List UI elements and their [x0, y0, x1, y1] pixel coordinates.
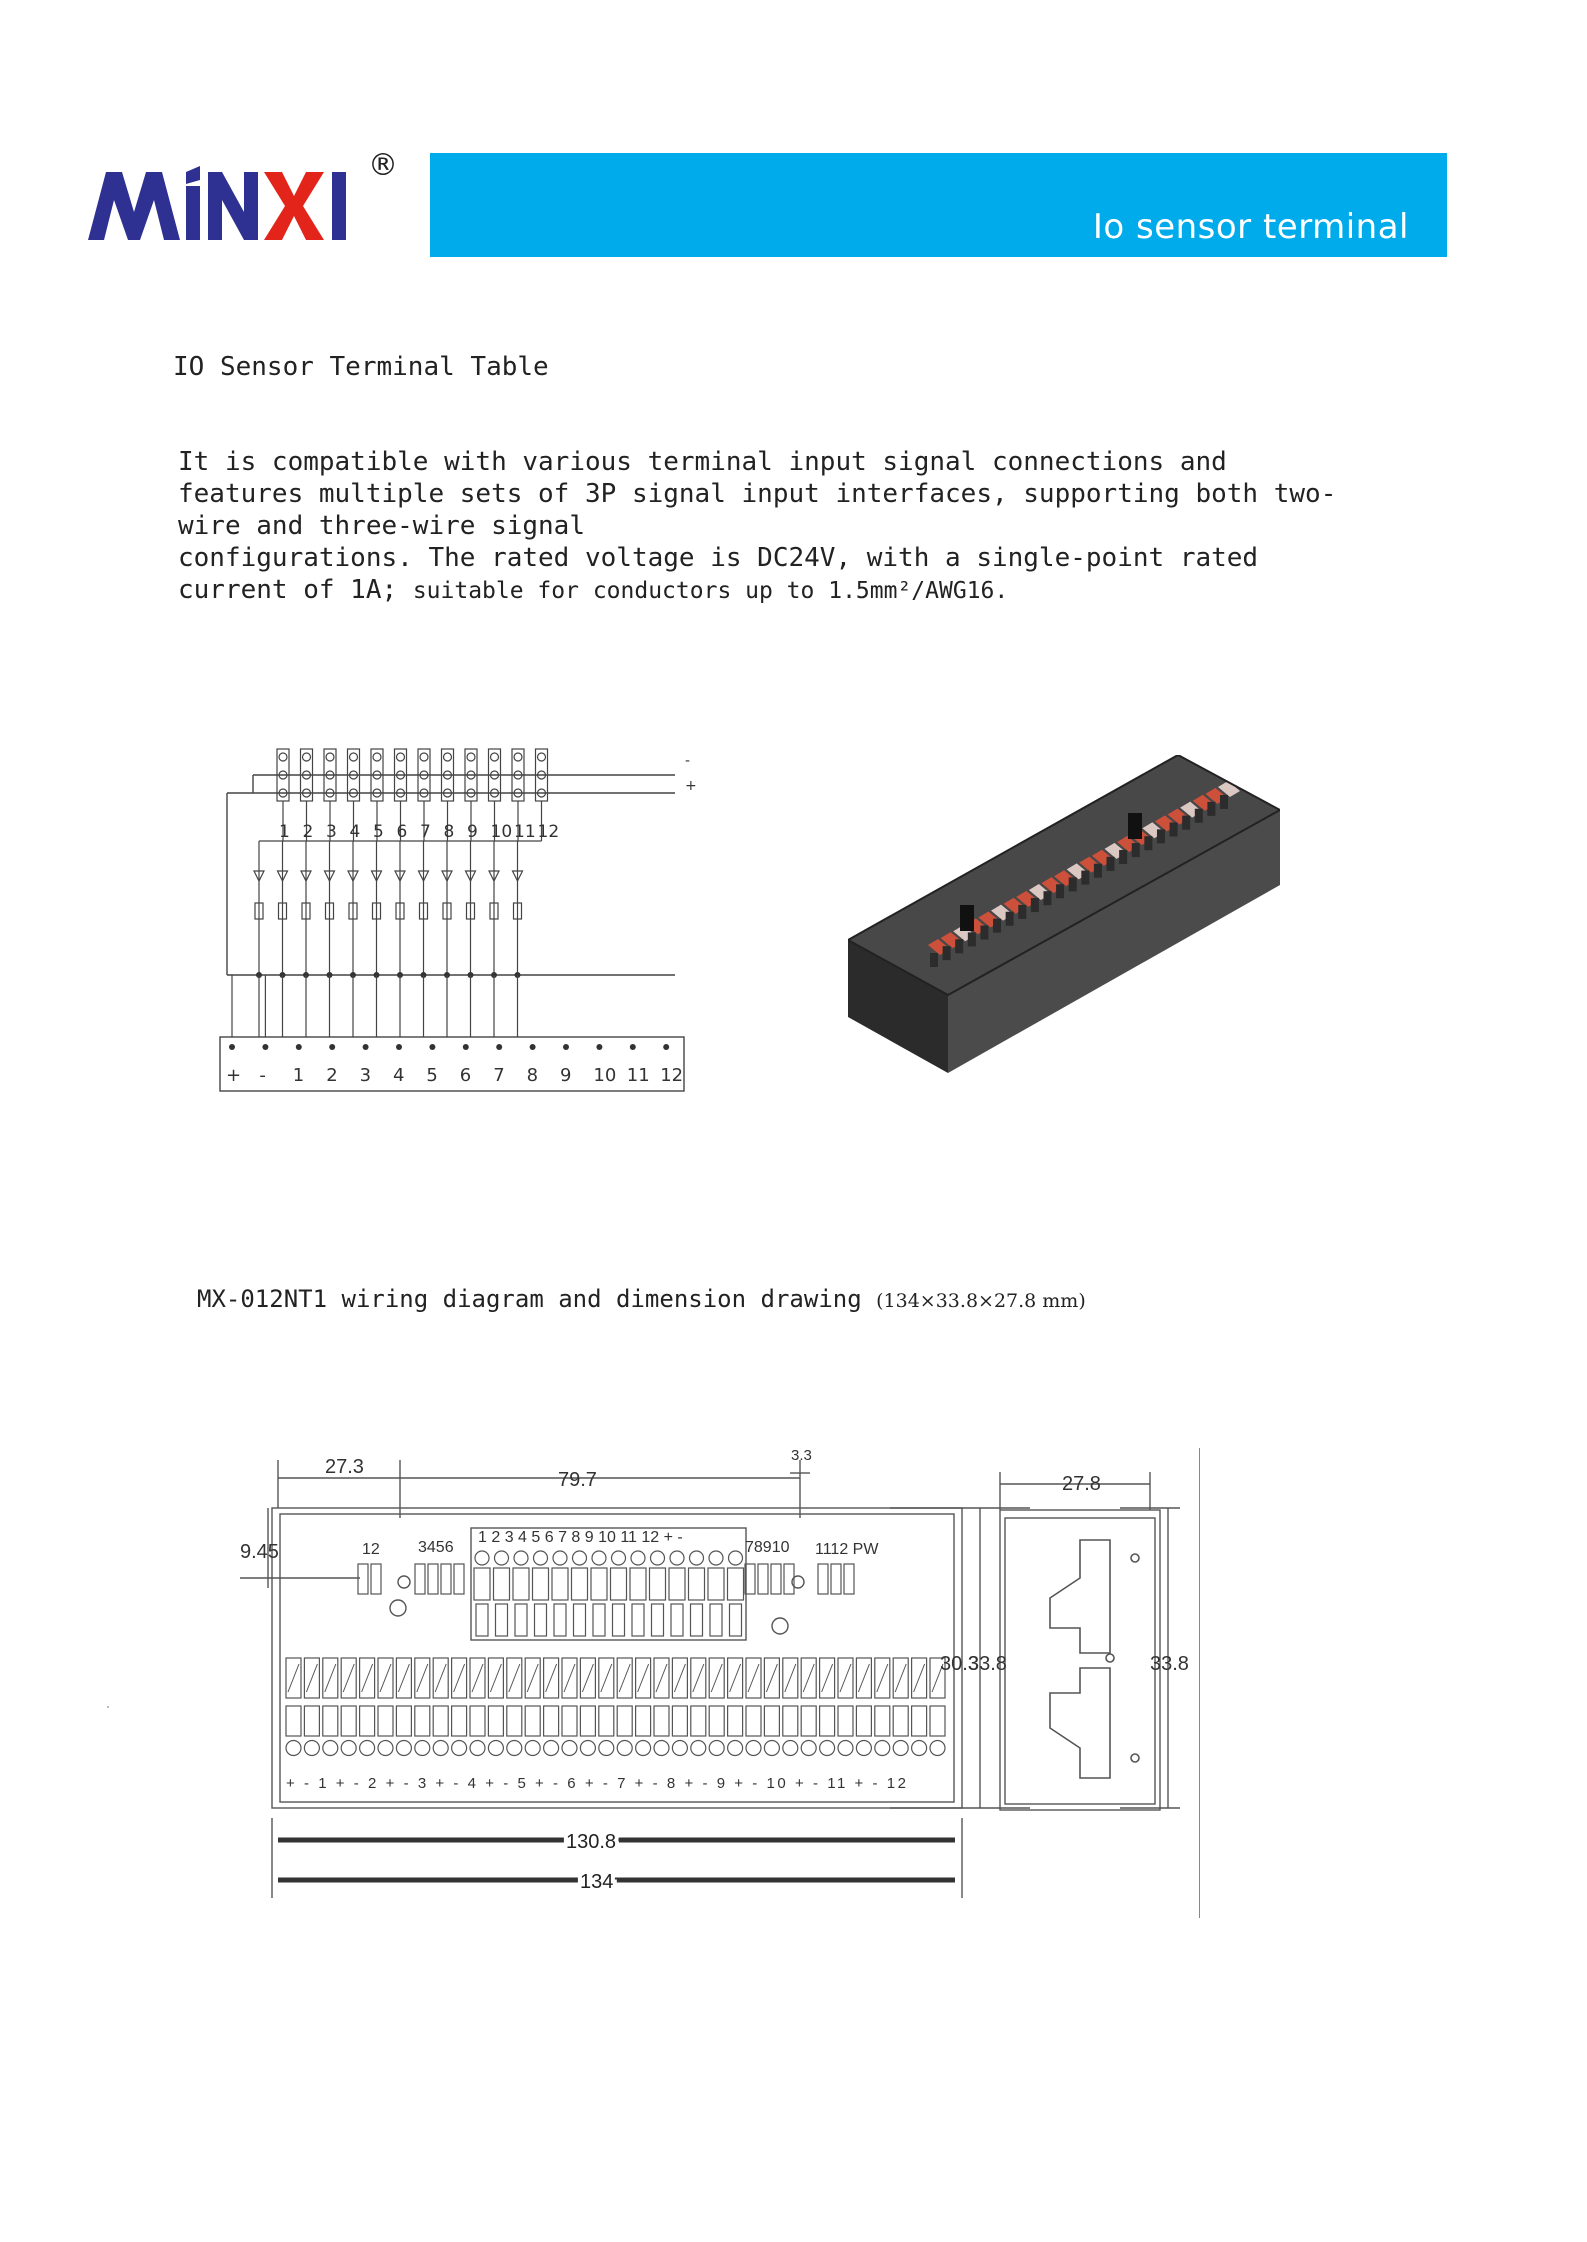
- description-line: It is compatible with various terminal input signal connections and: [178, 447, 1227, 477]
- group-label-78910: 78910: [745, 1539, 790, 1556]
- group-label-top: 1 2 3 4 5 6 7 8 9 10 11 12 + -: [478, 1529, 683, 1546]
- dim-3-3: 3.3: [791, 1448, 812, 1464]
- dim-79-7: 79.7: [558, 1469, 597, 1491]
- schematic-terminal-label: 3: [359, 1065, 372, 1086]
- schematic-sign-plus: +: [685, 778, 697, 794]
- schematic-channel: [325, 749, 361, 1037]
- schematic-channel: [395, 749, 431, 1037]
- schematic-terminal-label: 10: [593, 1065, 617, 1086]
- schematic-channel-label: 12: [537, 822, 560, 842]
- schematic-terminal-label: 11: [626, 1065, 650, 1086]
- description-line: wire and three-wire signal: [178, 511, 585, 541]
- schematic-terminal-label: 4: [393, 1065, 405, 1086]
- registered-mark: ®: [368, 148, 398, 183]
- header-banner: [430, 153, 1447, 257]
- dim-33-8-right: 33.8: [1150, 1653, 1189, 1675]
- wiring-schematic: [215, 745, 705, 1100]
- schematic-channel: [466, 749, 513, 1037]
- schematic-channel-label: 10: [490, 822, 513, 842]
- schematic-channel: [442, 749, 478, 1037]
- description-small-text: suitable for conductors up to 1.5mm²/AWG16.: [412, 578, 1009, 604]
- dim-30-3: 30.3: [940, 1653, 979, 1675]
- schematic-channel: [372, 749, 408, 1037]
- description-line: configurations. The rated voltage is DC24V, with a single-point rated: [178, 543, 1259, 573]
- dim-9-45: 9.45: [240, 1541, 279, 1563]
- schematic-terminal-label: 5: [426, 1065, 438, 1086]
- banner-title: Io sensor terminal: [1092, 207, 1409, 247]
- description-line: [178, 574, 1408, 607]
- schematic-channel: [254, 749, 290, 1037]
- schematic-channel-label: 1: [279, 822, 290, 842]
- schematic-channel: [419, 749, 455, 1037]
- group-label-3456: 3456: [418, 1539, 454, 1556]
- schematic-channel-label: 5: [373, 822, 384, 842]
- schematic-channel-label: 6: [396, 822, 408, 842]
- drawing-caption: [197, 1285, 1086, 1313]
- page-speck: [107, 1706, 109, 1708]
- schematic-terminal-label: 1: [292, 1065, 305, 1086]
- schematic-terminal-label: 2: [326, 1065, 338, 1086]
- schematic-channel: [489, 749, 536, 1037]
- dim-33-8-left: 33.8: [968, 1653, 1007, 1675]
- schematic-channel: [301, 749, 337, 1037]
- schematic-channel-label: 4: [349, 822, 361, 842]
- dim-130-8: 130.8: [566, 1831, 617, 1853]
- bottom-terminal-labels: + - 1 + - 2 + - 3 + - 4 + - 5 + - 6 + - 7 + - 8 + - 9 + - 10 + - 11 + - 12: [286, 1775, 907, 1792]
- schematic-channel-label: 3: [326, 822, 337, 842]
- terminal-block-photo-icon: [848, 755, 1280, 1073]
- schematic-channel: [513, 749, 560, 1037]
- schematic-terminal-label: 6: [459, 1065, 472, 1086]
- schematic-terminal-label: 9: [560, 1065, 572, 1086]
- schematic-terminal-label: +: [226, 1065, 242, 1086]
- schematic-channel-label: 7: [420, 822, 431, 842]
- caption-dimensions: (134×33.8×27.8 mm): [876, 1290, 1086, 1312]
- section-heading: IO Sensor Terminal Table: [173, 352, 549, 382]
- caption-text: MX-012NT1 wiring diagram and dimension drawing: [197, 1285, 877, 1313]
- product-description: [178, 446, 1408, 607]
- description-line: features multiple sets of 3P signal input interfaces, supporting both two-: [178, 479, 1337, 509]
- schematic-channel-label: 2: [302, 822, 314, 842]
- schematic-terminal-label: 7: [493, 1065, 505, 1086]
- schematic-channel: [278, 749, 314, 1037]
- schematic-terminal-label: 12: [660, 1065, 684, 1086]
- schematic-channel-label: 11: [514, 822, 536, 842]
- schematic-terminal-label: 8: [526, 1065, 539, 1086]
- dim-27-3: 27.3: [325, 1456, 364, 1478]
- schematic-channel-label: 9: [467, 822, 478, 842]
- dim-134: 134: [580, 1871, 614, 1893]
- schematic-sign-minus: -: [685, 753, 691, 769]
- dim-27-8: 27.8: [1062, 1473, 1101, 1495]
- minxi-logo: [84, 150, 354, 260]
- schematic-channel: [348, 749, 384, 1037]
- description-text: current of 1A;: [178, 575, 413, 605]
- group-label-12: 12: [362, 1541, 380, 1558]
- schematic-channel-label: 8: [443, 822, 455, 842]
- group-label-1112pw: 1112 PW: [815, 1541, 879, 1558]
- schematic-terminal-label: -: [259, 1065, 266, 1086]
- dimension-drawing: [240, 1448, 1200, 1918]
